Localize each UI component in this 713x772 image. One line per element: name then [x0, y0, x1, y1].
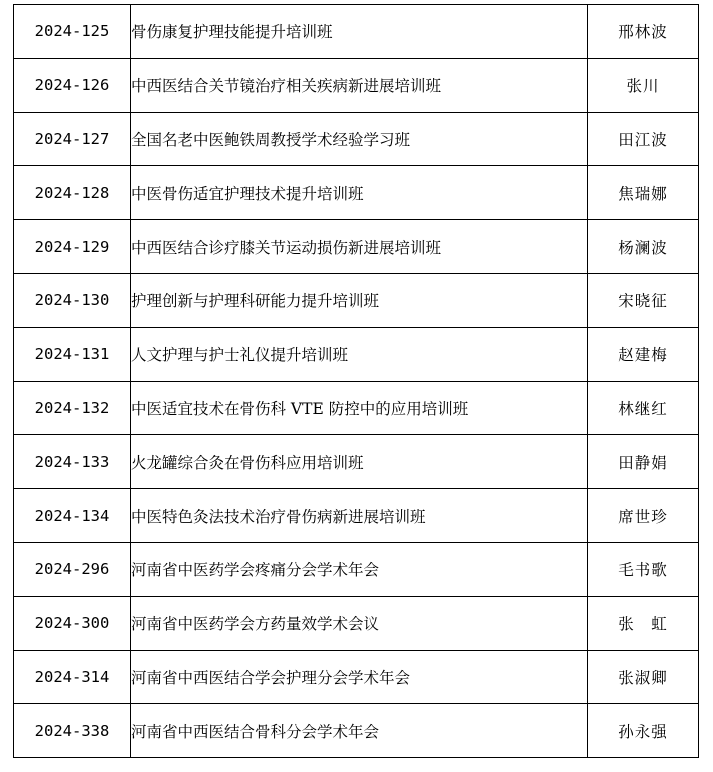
- table-row: [14, 112, 699, 166]
- course-code-cell: 2024-127: [14, 112, 131, 166]
- course-name-cell: 火龙罐综合灸在骨伤科应用培训班: [131, 435, 588, 489]
- course-name-cell: 中医骨伤适宜护理技术提升培训班: [131, 166, 588, 220]
- table-row: [14, 489, 699, 543]
- course-name-cell: 骨伤康复护理技能提升培训班: [131, 5, 588, 59]
- table-row: [14, 5, 699, 59]
- person-in-charge-cell: 张川: [588, 58, 699, 112]
- course-name-cell: 护理创新与护理科研能力提升培训班: [131, 273, 588, 327]
- person-in-charge-cell: 田江波: [588, 112, 699, 166]
- course-code-cell: 2024-300: [14, 596, 131, 650]
- table-row: [14, 381, 699, 435]
- course-code-cell: 2024-133: [14, 435, 131, 489]
- table-row: [14, 273, 699, 327]
- person-in-charge-cell: 张 虹: [588, 596, 699, 650]
- course-code-cell: 2024-314: [14, 650, 131, 704]
- course-code-cell: 2024-125: [14, 5, 131, 59]
- table-row: [14, 166, 699, 220]
- table-row: [14, 596, 699, 650]
- course-code-cell: 2024-126: [14, 58, 131, 112]
- course-name-cell: 河南省中西医结合骨科分会学术年会: [131, 704, 588, 758]
- course-code-cell: 2024-296: [14, 542, 131, 596]
- course-code-cell: 2024-338: [14, 704, 131, 758]
- course-name-cell: 河南省中医药学会疼痛分会学术年会: [131, 542, 588, 596]
- table-body: [14, 5, 699, 758]
- course-code-cell: 2024-131: [14, 327, 131, 381]
- course-name-cell: 中西医结合诊疗膝关节运动损伤新进展培训班: [131, 220, 588, 274]
- person-in-charge-cell: 林继红: [588, 381, 699, 435]
- person-in-charge-cell: 赵建梅: [588, 327, 699, 381]
- person-in-charge-cell: 焦瑞娜: [588, 166, 699, 220]
- course-code-cell: 2024-129: [14, 220, 131, 274]
- course-code-cell: 2024-130: [14, 273, 131, 327]
- table-row: [14, 327, 699, 381]
- person-in-charge-cell: 邢林波: [588, 5, 699, 59]
- course-name-cell: 河南省中西医结合学会护理分会学术年会: [131, 650, 588, 704]
- course-table: [13, 4, 699, 758]
- person-in-charge-cell: 席世珍: [588, 489, 699, 543]
- table-row: [14, 435, 699, 489]
- person-in-charge-cell: 宋晓征: [588, 273, 699, 327]
- course-code-cell: 2024-128: [14, 166, 131, 220]
- person-in-charge-cell: 孙永强: [588, 704, 699, 758]
- course-name-cell: 中医适宜技术在骨伤科 VTE 防控中的应用培训班: [131, 381, 588, 435]
- person-in-charge-cell: 毛书歌: [588, 542, 699, 596]
- table-row: [14, 704, 699, 758]
- course-code-cell: 2024-134: [14, 489, 131, 543]
- course-name-cell: 中医特色灸法技术治疗骨伤病新进展培训班: [131, 489, 588, 543]
- table-row: [14, 220, 699, 274]
- course-name-cell: 河南省中医药学会方药量效学术会议: [131, 596, 588, 650]
- course-code-cell: 2024-132: [14, 381, 131, 435]
- table-row: [14, 650, 699, 704]
- table-row: [14, 58, 699, 112]
- course-name-cell: 全国名老中医鲍铁周教授学术经验学习班: [131, 112, 588, 166]
- course-name-cell: 人文护理与护士礼仪提升培训班: [131, 327, 588, 381]
- table-row: [14, 542, 699, 596]
- course-name-cell: 中西医结合关节镜治疗相关疾病新进展培训班: [131, 58, 588, 112]
- person-in-charge-cell: 张淑卿: [588, 650, 699, 704]
- person-in-charge-cell: 杨澜波: [588, 220, 699, 274]
- person-in-charge-cell: 田静娟: [588, 435, 699, 489]
